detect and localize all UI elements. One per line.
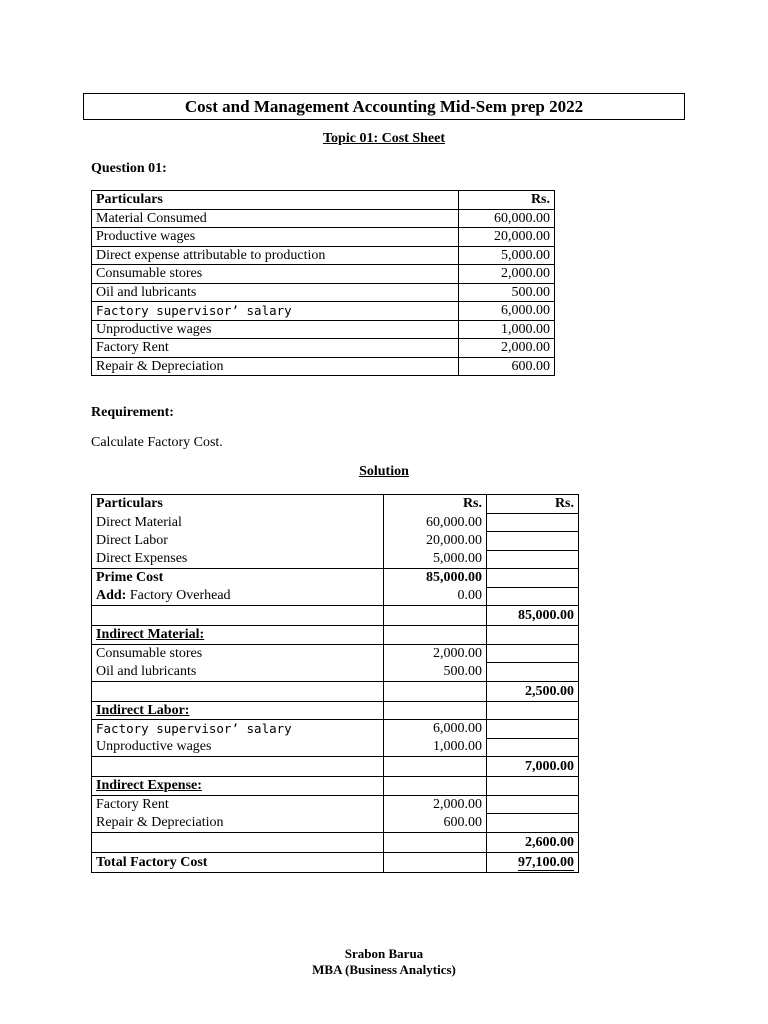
table-row (92, 265, 555, 284)
row-label: Unproductive wages (92, 320, 459, 339)
row-label: Factory supervisor’ salary (92, 720, 384, 739)
section-heading-row (92, 626, 579, 645)
row-total (487, 663, 579, 682)
row-label: Oil and lubricants (92, 663, 384, 682)
table-row (92, 738, 579, 757)
indirect-material-heading: Indirect Material: (92, 626, 384, 645)
row-total (487, 550, 579, 569)
row-amount (384, 681, 487, 701)
document-title: Cost and Management Accounting Mid-Sem prep 2022 (83, 93, 685, 120)
row-label: Factory supervisor’ salary (92, 302, 459, 321)
row-amount: 2,000.00 (459, 339, 555, 358)
row-label: Factory Rent (92, 339, 459, 358)
subtotal-row (92, 606, 579, 626)
prime-cost-amount: 85,000.00 (384, 569, 487, 588)
table-row (92, 228, 555, 247)
row-label: Direct Expenses (92, 550, 384, 569)
table-row (92, 795, 579, 814)
row-label: Consumable stores (92, 644, 384, 663)
row-label: Direct expense attributable to production (92, 246, 459, 265)
total-factory-cost: 97,100.00 (518, 855, 574, 873)
row-total (487, 644, 579, 663)
header-particulars: Particulars (92, 191, 459, 210)
row-total (487, 738, 579, 757)
row-label: Direct Material (92, 513, 384, 532)
table-row (92, 814, 579, 833)
total-row (92, 852, 579, 872)
row-amount: 6,000.00 (384, 720, 487, 739)
total-label: Total Factory Cost (92, 852, 384, 872)
row-label (92, 832, 384, 852)
row-total (487, 532, 579, 551)
table-row (92, 644, 579, 663)
header-amount-1: Rs. (384, 495, 487, 514)
header-amount-2: Rs. (487, 495, 579, 514)
row-amount: 1,000.00 (384, 738, 487, 757)
header-particulars: Particulars (92, 495, 384, 514)
row-amount: 60,000.00 (384, 513, 487, 532)
subtotal-row (92, 681, 579, 701)
row-label: Oil and lubricants (92, 283, 459, 302)
requirement-label: Requirement: (91, 405, 174, 420)
table-row (92, 513, 579, 532)
row-label (92, 681, 384, 701)
indirect-expense-total: 2,600.00 (487, 832, 579, 852)
row-amount: 2,000.00 (384, 795, 487, 814)
topic-heading: Topic 01: Cost Sheet (323, 131, 445, 146)
row-amount: 500.00 (459, 283, 555, 302)
row-label: Consumable stores (92, 265, 459, 284)
table-row (92, 663, 579, 682)
row-amount: 600.00 (459, 357, 555, 376)
prime-cost-label: Prime Cost (92, 569, 384, 588)
factory-overhead-amount: 0.00 (384, 587, 487, 606)
prime-subtotal: 85,000.00 (487, 606, 579, 626)
factory-overhead-label (92, 587, 384, 606)
row-label: Factory Rent (92, 795, 384, 814)
requirement-text: Calculate Factory Cost. (91, 435, 223, 450)
author-name: Srabon Barua (344, 946, 424, 961)
table-row (92, 246, 555, 265)
factory-overhead-row (92, 587, 579, 606)
table-row (92, 209, 555, 228)
footer (0, 946, 768, 978)
row-label: Productive wages (92, 228, 459, 247)
row-label: Repair & Depreciation (92, 814, 384, 833)
row-amount (384, 626, 487, 645)
solution-table (91, 494, 579, 873)
table-row (92, 720, 579, 739)
table-row (92, 320, 555, 339)
subtotal-row (92, 757, 579, 777)
indirect-expense-heading: Indirect Expense: (92, 777, 384, 796)
table-row (92, 357, 555, 376)
row-label (92, 606, 384, 626)
table-header-row (92, 191, 555, 210)
row-total (487, 777, 579, 796)
indirect-material-total: 2,500.00 (487, 681, 579, 701)
factory-overhead-text: Factory Overhead (129, 588, 231, 604)
row-amount (384, 606, 487, 626)
row-amount: 1,000.00 (459, 320, 555, 339)
add-prefix: Add: (96, 588, 127, 604)
table-header-row (92, 495, 579, 514)
row-amount: 20,000.00 (459, 228, 555, 247)
row-amount: 2,000.00 (459, 265, 555, 284)
row-label: Repair & Depreciation (92, 357, 459, 376)
row-label (92, 757, 384, 777)
row-total (487, 701, 579, 720)
row-amount: 60,000.00 (459, 209, 555, 228)
row-amount (384, 777, 487, 796)
indirect-labor-heading: Indirect Labor: (92, 701, 384, 720)
row-amount: 20,000.00 (384, 532, 487, 551)
row-total (487, 569, 579, 588)
question-table (91, 190, 555, 376)
row-amount (384, 757, 487, 777)
header-amount: Rs. (459, 191, 555, 210)
row-amount: 5,000.00 (459, 246, 555, 265)
row-amount: 2,000.00 (384, 644, 487, 663)
section-heading-row (92, 777, 579, 796)
row-amount (384, 852, 487, 872)
author-program: MBA (Business Analytics) (312, 962, 456, 977)
table-row (92, 550, 579, 569)
row-label: Direct Labor (92, 532, 384, 551)
row-label: Material Consumed (92, 209, 459, 228)
table-row (92, 302, 555, 321)
row-amount: 600.00 (384, 814, 487, 833)
row-total (487, 626, 579, 645)
row-amount: 500.00 (384, 663, 487, 682)
table-row (92, 532, 579, 551)
total-amount-cell (487, 852, 579, 872)
row-total (487, 587, 579, 606)
row-amount: 6,000.00 (459, 302, 555, 321)
row-label: Unproductive wages (92, 738, 384, 757)
question-label: Question 01: (91, 161, 167, 176)
row-amount: 5,000.00 (384, 550, 487, 569)
row-amount (384, 701, 487, 720)
indirect-labor-total: 7,000.00 (487, 757, 579, 777)
subtotal-row (92, 832, 579, 852)
prime-cost-row (92, 569, 579, 588)
row-total (487, 814, 579, 833)
row-total (487, 795, 579, 814)
row-total (487, 513, 579, 532)
row-total (487, 720, 579, 739)
table-row (92, 283, 555, 302)
section-heading-row (92, 701, 579, 720)
solution-heading: Solution (359, 464, 409, 479)
table-row (92, 339, 555, 358)
row-amount (384, 832, 487, 852)
